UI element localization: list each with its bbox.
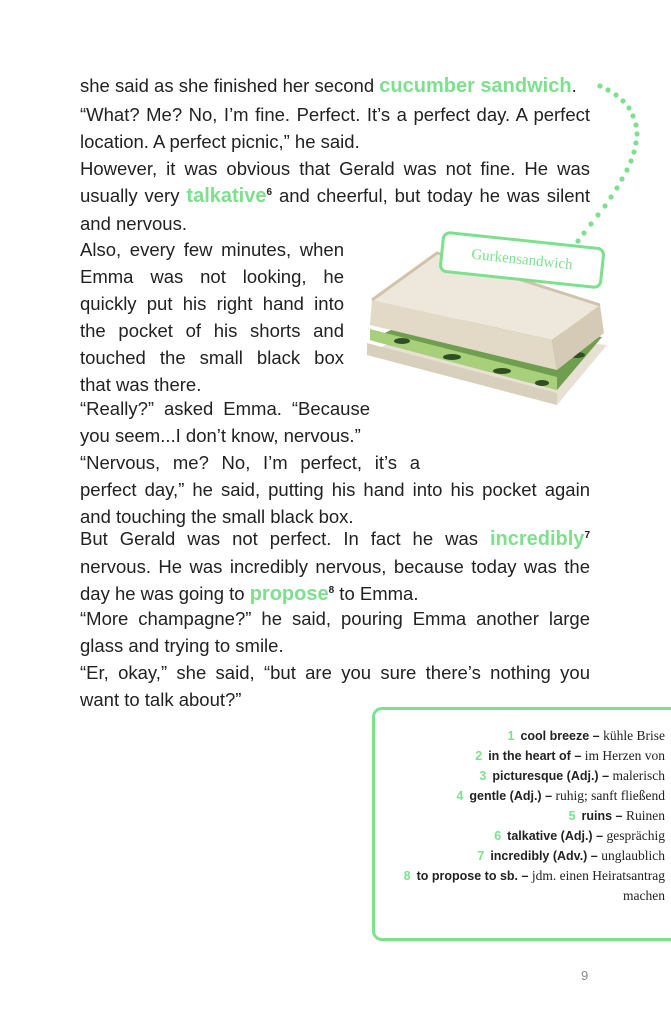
footnote-marker-6: 6 [266,186,273,198]
glossary-translation: ruhig; sanft fließend [555,788,665,803]
glossary-number: 7 [477,849,485,863]
glossary-item [385,766,665,786]
glossary-term: incredibly (Adv.) – [490,849,598,863]
dotted-connector [560,80,650,260]
glossary-translation: Ruinen [626,808,665,823]
glossary-number: 2 [475,749,483,763]
glossary-translation: unglaublich [601,848,665,863]
glossary-number: 5 [568,809,576,823]
vocab-propose: propose [249,583,329,605]
vocab-incredibly: incredibly [489,528,585,550]
glossary-item [385,846,665,866]
glossary-number: 4 [456,789,464,803]
paragraph-3: However, it was obvious that Gerald was not fine. He was usually very talkative$^6$ and cheerful, but today he was silent and nervous. [80,158,590,234]
paragraph-6b: perfect day,” he said, putting his hand into his pocket again and touching the small black box. [80,479,590,527]
paragraph-4: Also, every few minutes, when Emma was not looking, he quickly put his right hand into the pocket of his shorts and touched the small black box that was there. [80,239,344,395]
glossary-translation: im Herzen von [584,748,665,763]
paragraph-6a: “Nervous, me? No, I’m perfect, it’s a [80,452,420,473]
image-caption-label: Gurkensandwich [438,231,605,290]
vocab-talkative: talkative [186,185,267,207]
glossary-item [385,746,665,766]
glossary-item [385,786,665,806]
glossary-number: 3 [479,769,487,783]
paragraph-9: “Er, okay,” she said, “but are you sure there’s nothing you want to talk about?” [80,662,590,710]
glossary-number: 6 [494,829,502,843]
footnote-marker-8: 8 [328,584,335,596]
glossary-term: cool breeze – [520,729,600,743]
glossary-term: talkative (Adj.) – [507,829,604,843]
glossary-number: 8 [403,869,411,883]
glossary-item [385,806,665,826]
glossary-translation: jdm. einen Heiratsantrag machen [531,868,665,903]
paragraph-2: “What? Me? No, I’m fine. Perfect. It’s a perfect day. A perfect location. A perfect picnic,” he said. [80,104,590,152]
glossary-item [385,866,665,906]
glossary-translation: kühle Brise [603,728,665,743]
paragraph-7: But Gerald was not perfect. In fact he was incredibly$^7$ nervous. He was incredibly nervous, because today was the day he was going to propose$^8$ to Emma. [80,528,590,605]
glossary-term: ruins – [581,809,623,823]
glossary-translation: malerisch [612,768,665,783]
glossary-term: in the heart of – [488,749,582,763]
glossary-list [385,710,665,906]
glossary-term: picturesque (Adj.) – [492,769,610,783]
paragraph-5: “Really?” asked Emma. “Because you seem...I don’t know, nervous.” [80,398,370,446]
vocab-cucumber-sandwich: cucumber sandwich [379,75,572,97]
glossary-number: 1 [507,729,515,743]
footnote-marker-7: 7 [584,529,590,541]
glossary-item [385,826,665,846]
paragraph-8: “More champagne?” he said, pouring Emma another large glass and trying to smile. [80,608,590,656]
glossary-term: gentle (Adj.) – [469,789,553,803]
glossary-term: to propose to sb. – [416,869,529,883]
glossary-translation: gesprächig [606,828,665,843]
page-number: 9 [581,968,589,983]
paragraph-1: she said as she finished her second cucumber sandwich. [80,75,577,97]
glossary-item [385,726,665,746]
glossary-box [372,707,671,941]
